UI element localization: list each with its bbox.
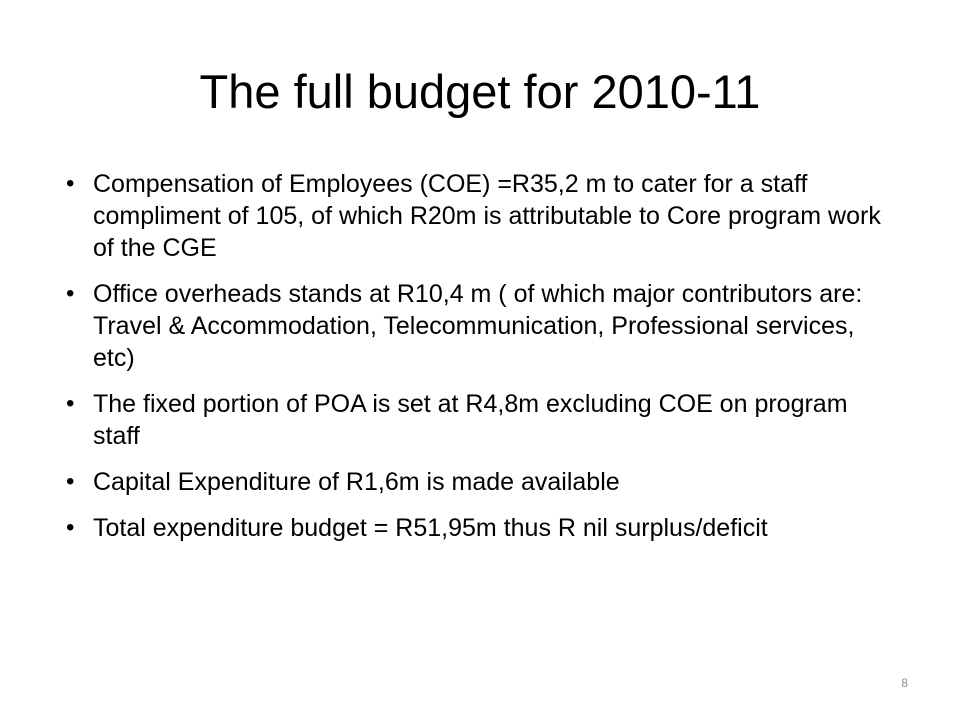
bullet-list [66,168,896,558]
bullet-icon: • [66,170,75,197]
bullet-icon: • [66,390,75,417]
bullet-icon: • [66,514,75,541]
bullet-item [66,466,896,498]
bullet-text: Capital Expenditure of R1,6m is made available [93,468,620,496]
bullet-item [66,512,896,544]
bullet-text: Compensation of Employees (COE) =R35,2 m to cater for a staff compliment of 105, of which R20m is attributable to Core program work of the CGE [93,170,881,262]
bullet-text: Total expenditure budget = R51,95m thus R nil surplus/deficit [93,514,768,542]
bullet-icon: • [66,468,75,495]
bullet-item [66,168,896,264]
slide-title: The full budget for 2010-11 [199,65,761,118]
bullet-text: Office overheads stands at R10,4 m ( of which major contributors are: Travel & Accommodation, Telecommunication, Professional services, etc) [93,280,863,372]
slide-number: 8 [901,676,908,690]
bullet-icon: • [66,280,75,307]
bullet-item [66,388,896,452]
bullet-item [66,278,896,374]
bullet-text: The fixed portion of POA is set at R4,8m excluding COE on program staff [93,390,848,450]
